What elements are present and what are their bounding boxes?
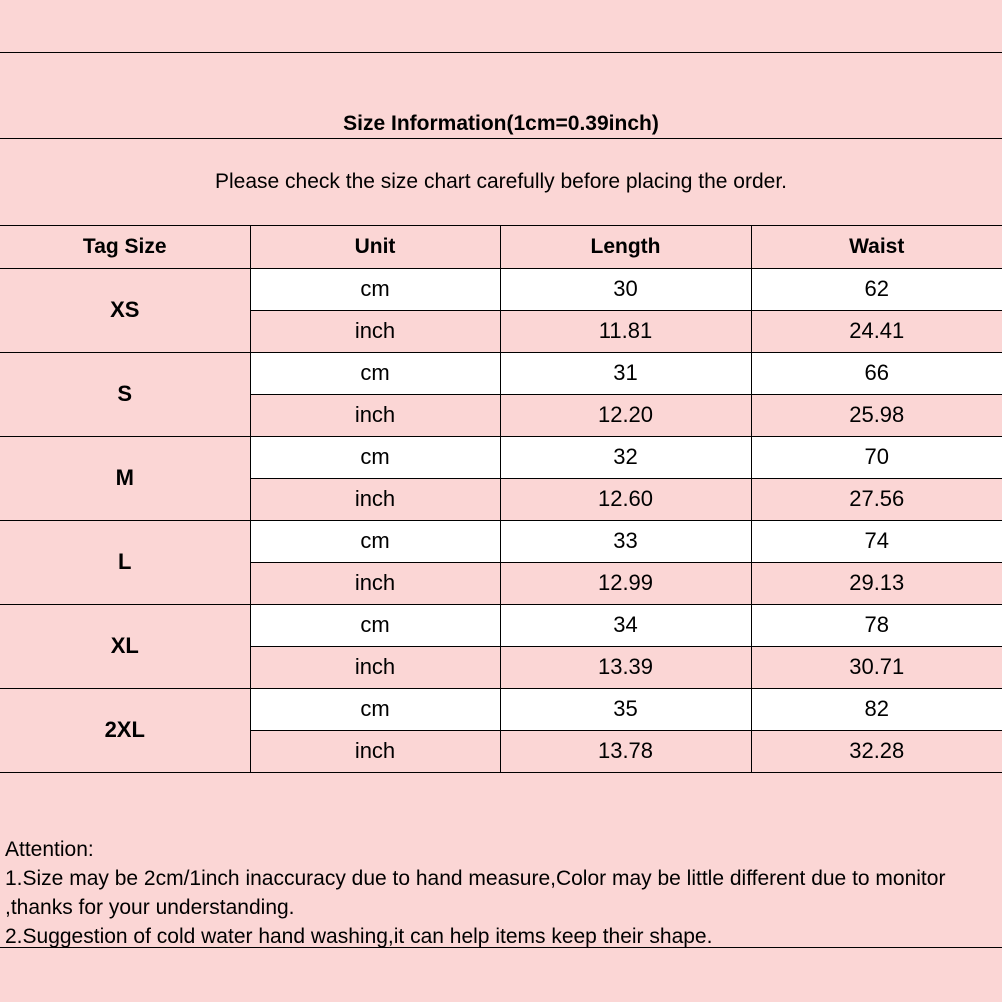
waist-cell: 70 <box>751 436 1002 478</box>
waist-cell: 30.71 <box>751 646 1002 688</box>
length-cell: 31 <box>500 352 751 394</box>
tag-size-cell: M <box>0 436 250 520</box>
waist-cell: 78 <box>751 604 1002 646</box>
header-length: Length <box>500 226 751 268</box>
unit-cell: inch <box>250 730 500 772</box>
unit-cell: inch <box>250 310 500 352</box>
table-row <box>0 268 1002 310</box>
unit-cell: cm <box>250 520 500 562</box>
table-header-row <box>0 226 1002 268</box>
length-cell: 13.78 <box>500 730 751 772</box>
waist-cell: 62 <box>751 268 1002 310</box>
waist-cell: 25.98 <box>751 394 1002 436</box>
unit-cell: inch <box>250 394 500 436</box>
unit-cell: cm <box>250 352 500 394</box>
unit-cell: inch <box>250 478 500 520</box>
length-cell: 13.39 <box>500 646 751 688</box>
unit-cell: inch <box>250 562 500 604</box>
waist-cell: 29.13 <box>751 562 1002 604</box>
chart-title: Size Information(1cm=0.39inch) <box>343 112 659 135</box>
tag-size-cell: 2XL <box>0 688 250 772</box>
tag-size-cell: S <box>0 352 250 436</box>
length-cell: 12.20 <box>500 394 751 436</box>
attention-line-1: 1.Size may be 2cm/1inch inaccuracy due to hand measure,Color may be little different due to monitor ,thanks for your understanding. <box>5 867 946 919</box>
table-row <box>0 520 1002 562</box>
table-row <box>0 352 1002 394</box>
header-tag-size: Tag Size <box>0 226 250 268</box>
unit-cell: cm <box>250 688 500 730</box>
tag-size-cell: L <box>0 520 250 604</box>
table-row <box>0 604 1002 646</box>
length-cell: 12.60 <box>500 478 751 520</box>
length-cell: 35 <box>500 688 751 730</box>
notice-row <box>0 139 1002 226</box>
tag-size-cell: XS <box>0 268 250 352</box>
table-row <box>0 688 1002 730</box>
unit-cell: cm <box>250 268 500 310</box>
length-cell: 32 <box>500 436 751 478</box>
waist-cell: 32.28 <box>751 730 1002 772</box>
waist-cell: 66 <box>751 352 1002 394</box>
length-cell: 11.81 <box>500 310 751 352</box>
length-cell: 30 <box>500 268 751 310</box>
attention-notes <box>5 835 995 951</box>
length-cell: 34 <box>500 604 751 646</box>
size-table <box>0 226 1002 773</box>
notice-text: Please check the size chart carefully before placing the order. <box>215 170 787 193</box>
tag-size-cell: XL <box>0 604 250 688</box>
length-cell: 12.99 <box>500 562 751 604</box>
header-unit: Unit <box>250 226 500 268</box>
attention-heading: Attention: <box>5 838 94 861</box>
waist-cell: 24.41 <box>751 310 1002 352</box>
length-cell: 33 <box>500 520 751 562</box>
header-waist: Waist <box>751 226 1002 268</box>
unit-cell: cm <box>250 604 500 646</box>
waist-cell: 82 <box>751 688 1002 730</box>
attention-line-2: 2.Suggestion of cold water hand washing,it can help items keep their shape. <box>5 925 713 948</box>
waist-cell: 27.56 <box>751 478 1002 520</box>
unit-cell: cm <box>250 436 500 478</box>
title-row <box>0 53 1002 139</box>
size-chart <box>0 52 1002 948</box>
waist-cell: 74 <box>751 520 1002 562</box>
unit-cell: inch <box>250 646 500 688</box>
table-row <box>0 436 1002 478</box>
